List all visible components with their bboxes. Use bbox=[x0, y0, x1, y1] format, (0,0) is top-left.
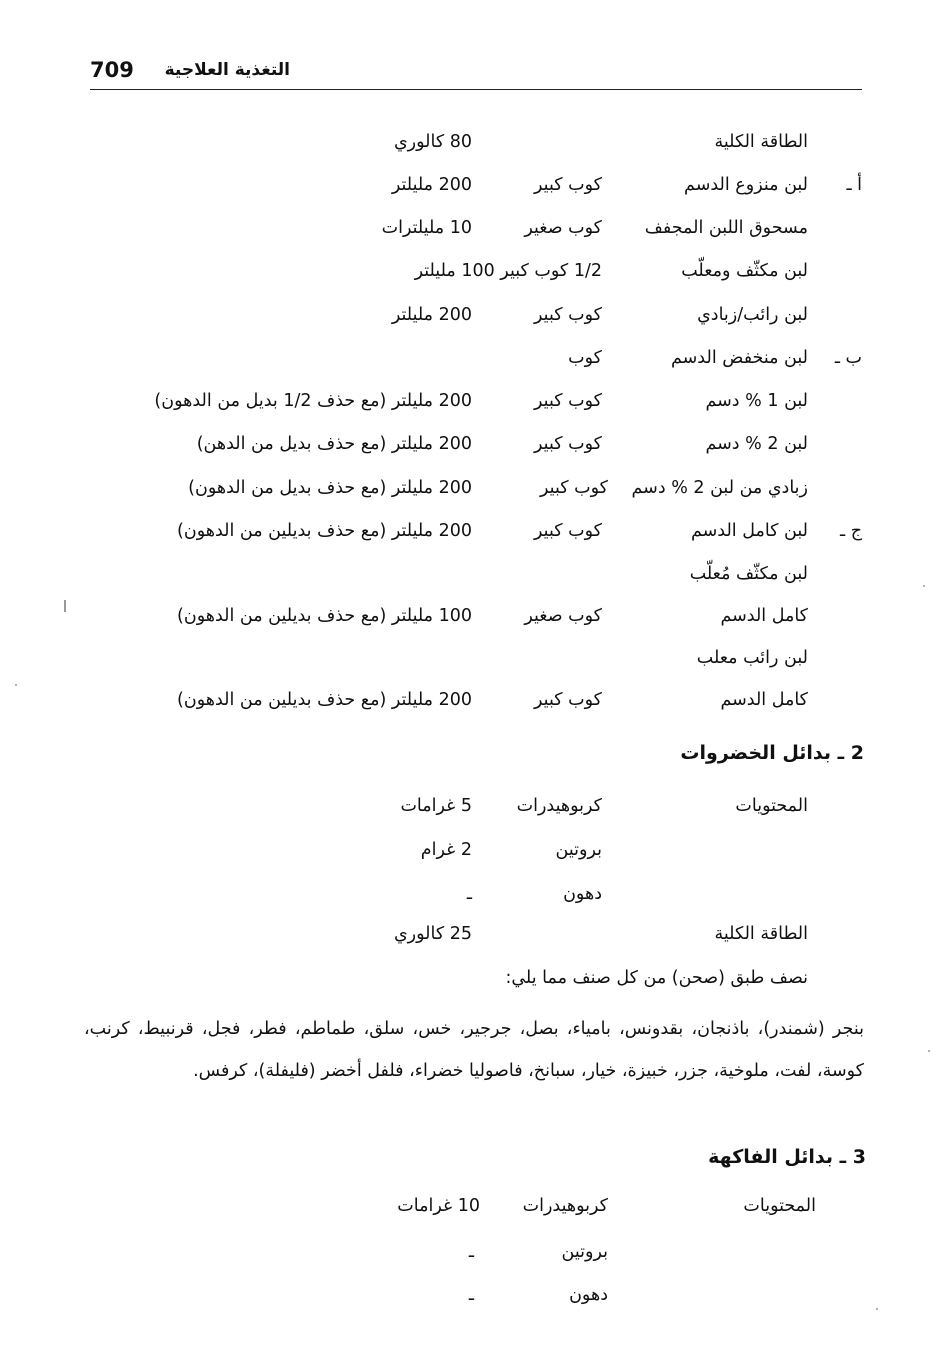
milk-item-label: كامل الدسم bbox=[720, 606, 808, 626]
milk-item-label: لبن منزوع الدسم bbox=[684, 175, 808, 195]
milk-item-amount: 10 مليلترات bbox=[381, 218, 472, 238]
milk-item-amount: 200 مليلتر bbox=[391, 175, 472, 195]
milk-item-amount: 100 مليلتر (مع حذف بديلين من الدهون) bbox=[177, 606, 472, 626]
header-rule bbox=[90, 89, 862, 90]
milk-item-measure: كوب كبير bbox=[534, 305, 602, 325]
milk-item-label: لبن مكثّف ومعلّب bbox=[681, 261, 808, 281]
scan-speck bbox=[928, 1050, 930, 1052]
nutrient-value: 2 غرام bbox=[420, 840, 472, 860]
milk-item-label: لبن مكثّف مُعلّب bbox=[689, 564, 808, 584]
running-title: التغذية العلاجية bbox=[164, 60, 290, 80]
milk-item-measure: كوب كبير bbox=[534, 521, 602, 541]
scan-speck bbox=[923, 585, 925, 587]
milk-item-measure: كوب كبير bbox=[534, 434, 602, 454]
vegetables-total-energy-label: الطاقة الكلية bbox=[714, 924, 808, 944]
page-number: 709 bbox=[90, 58, 134, 82]
milk-item-label: لبن منخفض الدسم bbox=[671, 348, 808, 368]
milk-item-amount: 200 مليلتر (مع حذف بديل من الدهون) bbox=[188, 478, 472, 498]
vegetables-contents-label: المحتويات bbox=[735, 796, 808, 816]
vegetables-items-paragraph: بنجر (شمندر)، باذنجان، بقدونس، بامياء، بصل، جرجير، خس، سلق، طماطم، فطر، فجل، قرنبيط، كرنب، كوسة، لفت، ملوخية، جزر، خبيزة، خيار، سبانخ، فاصوليا خضراء، فلفل أخضر (فليفلة)، كرفس. bbox=[84, 1019, 864, 1081]
milk-item-amount: 200 مليلتر (مع حذف 1/2 بديل من الدهون) bbox=[154, 391, 472, 411]
fruit-contents-label: المحتويات bbox=[743, 1196, 816, 1216]
milk-item-label: لبن 1 % دسم bbox=[705, 391, 808, 411]
milk-item-label: كامل الدسم bbox=[720, 690, 808, 710]
nutrient-name: بروتين bbox=[561, 1242, 608, 1262]
nutrient-name: دهون bbox=[569, 1285, 608, 1305]
milk-item-label: لبن 2 % دسم bbox=[705, 434, 808, 454]
milk-item-label: زبادي من لبن 2 % دسم bbox=[631, 478, 808, 498]
milk-item-label: لبن كامل الدسم bbox=[690, 521, 808, 541]
milk-item-measure: كوب صغير bbox=[524, 218, 602, 238]
milk-item-amount: 200 مليلتر (مع حذف بديلين من الدهون) bbox=[177, 690, 472, 710]
vegetables-total-energy-value: 25 كالوري bbox=[393, 924, 472, 944]
milk-item-label: لبن رائب/زبادي bbox=[697, 305, 808, 325]
nutrient-value: 10 غرامات bbox=[397, 1196, 480, 1216]
milk-item-measure: كوب كبير bbox=[534, 690, 602, 710]
milk-item-label: مسحوق اللبن المجفف bbox=[644, 218, 808, 238]
nutrient-value: ـ bbox=[468, 1242, 474, 1262]
nutrient-name: بروتين bbox=[555, 840, 602, 860]
nutrient-value: 5 غرامات bbox=[400, 796, 472, 816]
milk-item-amount: 200 مليلتر (مع حذف بديل من الدهن) bbox=[196, 434, 472, 454]
milk-total-energy-label: الطاقة الكلية bbox=[714, 132, 808, 152]
milk-item-label: لبن رائب معلب bbox=[696, 648, 808, 668]
scan-speck bbox=[876, 1308, 878, 1310]
scan-speck bbox=[15, 684, 17, 686]
nutrient-name: كربوهيدرات bbox=[522, 1196, 608, 1216]
vegetables-serving-line: نصف طبق (صحن) من كل صنف مما يلي: bbox=[505, 968, 808, 988]
scan-mark bbox=[64, 600, 66, 612]
milk-item-amount: 200 مليلتر bbox=[391, 305, 472, 325]
row-marker: ج ـ bbox=[840, 521, 862, 541]
milk-item-measure: كوب كبير bbox=[540, 478, 608, 498]
nutrient-value: ـ bbox=[468, 1285, 474, 1305]
nutrient-name: كربوهيدرات bbox=[516, 796, 602, 816]
milk-item-measure: كوب كبير bbox=[534, 391, 602, 411]
nutrient-name: دهون bbox=[563, 884, 602, 904]
nutrient-value: ـ bbox=[466, 884, 472, 904]
milk-item-measure: كوب صغير bbox=[524, 606, 602, 626]
milk-item-measure: كوب كبير bbox=[534, 175, 602, 195]
milk-item-amount: 1/2 كوب كبير 100 مليلتر bbox=[414, 261, 602, 281]
fruit-heading: 3 ـ بدائل الفاكهة bbox=[708, 1146, 866, 1168]
row-marker: أ ـ bbox=[846, 175, 862, 195]
milk-total-energy-value: 80 كالوري bbox=[393, 132, 472, 152]
vegetables-heading: 2 ـ بدائل الخضروات bbox=[680, 742, 864, 764]
row-marker: ب ـ bbox=[834, 348, 862, 368]
milk-item-measure: كوب bbox=[568, 348, 602, 368]
milk-item-amount: 200 مليلتر (مع حذف بديلين من الدهون) bbox=[177, 521, 472, 541]
